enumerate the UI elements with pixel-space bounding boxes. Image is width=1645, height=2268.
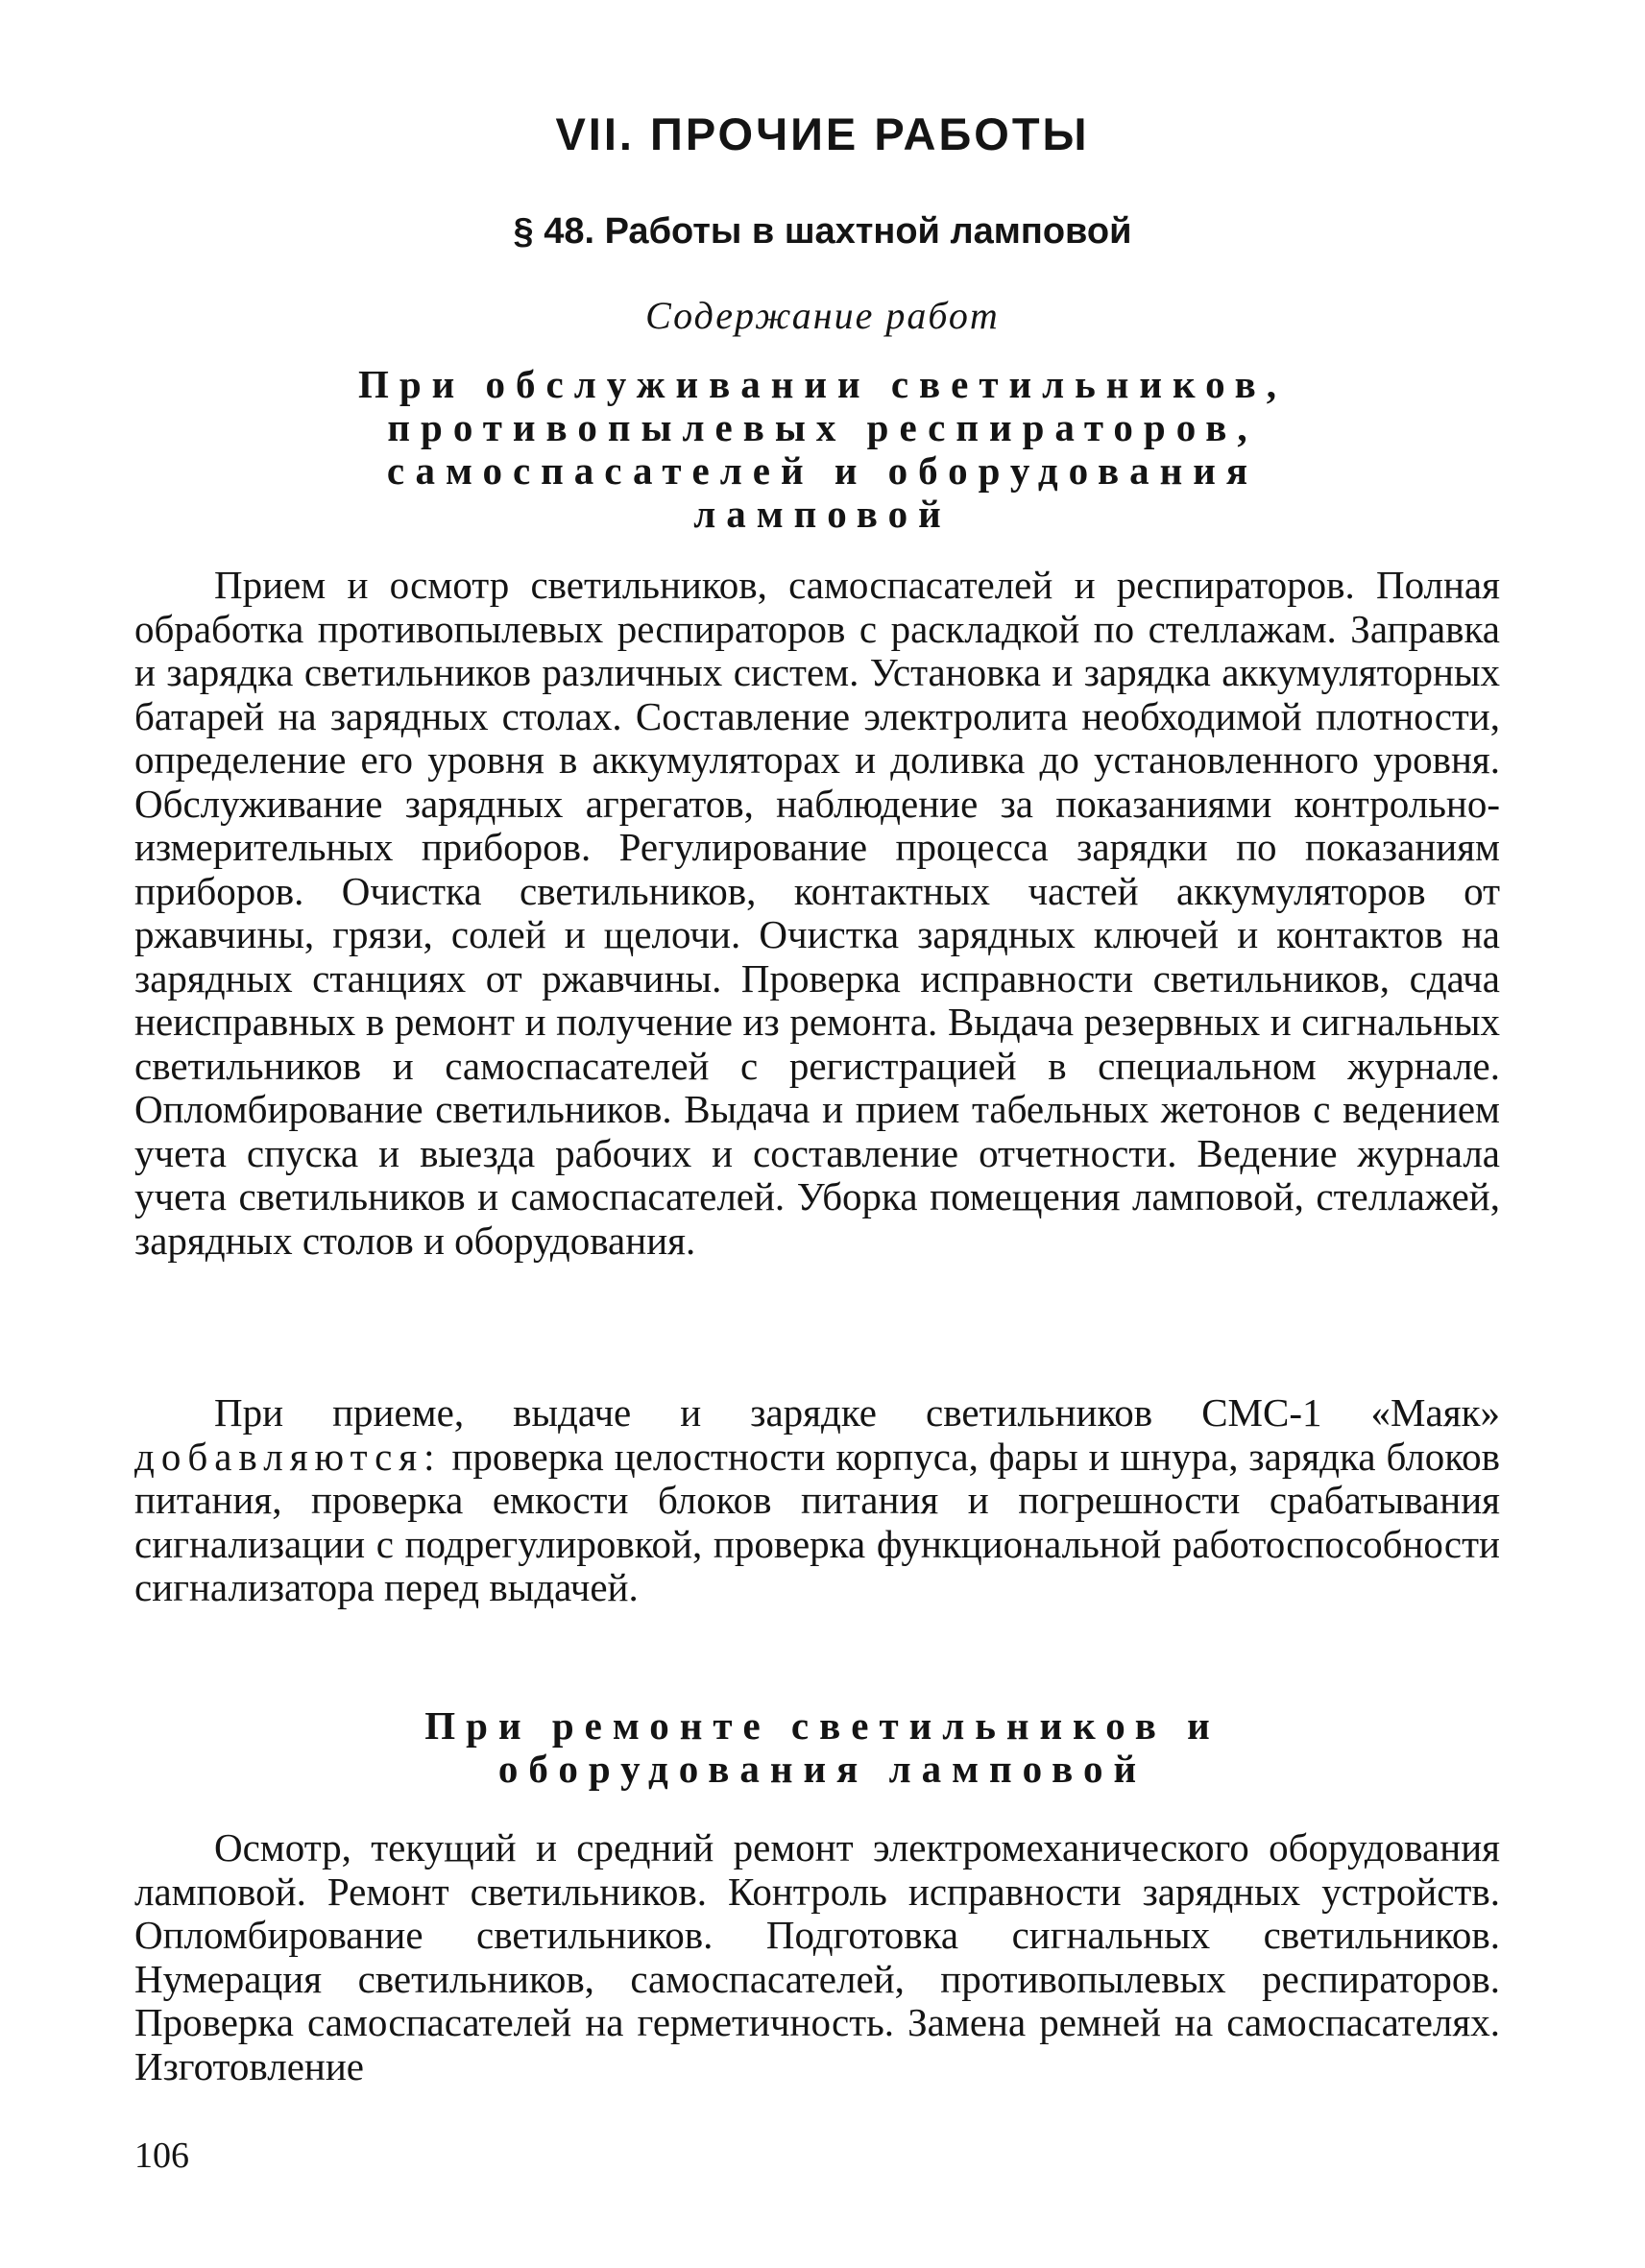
subsection-heading-repair: При ремонте светильников и оборудования ламповой xyxy=(424,1703,1221,1791)
section-title: § 48. Работы в шахтной ламповой xyxy=(513,211,1132,252)
spaced-emphasis-word: добавляются: xyxy=(134,1434,442,1479)
subsection-heading-maintenance: При обслуживании светильников, противопылевых респираторов, самоспасателей и оборудования ламповой xyxy=(357,362,1288,536)
paragraph-sms-rest: проверка целостности корпуса, фары и шнура, зарядка блоков питания, проверка емкости блоков питания и погрешности срабатывания сигнализации с подрегулировкой, проверка функциональной работоспособности сигнализатора перед выдачей. xyxy=(134,1434,1501,1609)
chapter-title: VII. ПРОЧИЕ РАБОТЫ xyxy=(555,109,1090,159)
section-subtitle: Содержание работ xyxy=(645,294,1000,337)
paragraph-sms-additions xyxy=(134,1391,1500,1610)
paragraph-sms-lead: При приеме, выдаче и зарядке светильников СМС-1 «Маяк» xyxy=(214,1390,1500,1435)
paragraph-repair-tasks: Осмотр, текущий и средний ремонт электромеханического оборудования ламповой. Ремонт светильников. Контроль исправности зарядных устройств. Опломбирование светильников. Подготовка сигнальных светильников. Нумерация светильников, самоспасателей, противопылевых респираторов. Проверка самоспасателей на герметичность. Замена ремней на самоспасателях. Изготовление xyxy=(134,1825,1500,2088)
page-number: 106 xyxy=(134,2135,189,2176)
paragraph-maintenance-tasks: Прием и осмотр светильников, самоспасателей и респираторов. Полная обработка противопылевых респираторов с раскладкой по стеллажам. Заправка и зарядка светильников различных систем. Установка и зарядка аккумуляторных батарей на зарядных столах. Составление электролита необходимой плотности, определение его уровня в аккумуляторах и доливка до установленного уровня. Обслуживание зарядных агрегатов, наблюдение за показаниями контрольно-измерительных приборов. Регулирование процесса зарядки по показаниям приборов. Очистка светильников, контактных частей аккумуляторов от ржавчины, грязи, солей и щелочи. Очистка зарядных ключей и контактов на зарядных станциях от ржавчины. Проверка исправности светильников, сдача неисправных в ремонт и получение из ремонта. Выдача резервных и сигнальных светильников и самоспасателей с регистрацией в специальном журнале. Опломбирование светильников. Выдача и прием табельных жетонов с ведением учета спуска и выезда рабочих и составление отчетности. Ведение журнала учета светильников и самоспасателей. Уборка помещения ламповой, стеллажей, зарядных столов и оборудования. xyxy=(134,563,1500,1263)
